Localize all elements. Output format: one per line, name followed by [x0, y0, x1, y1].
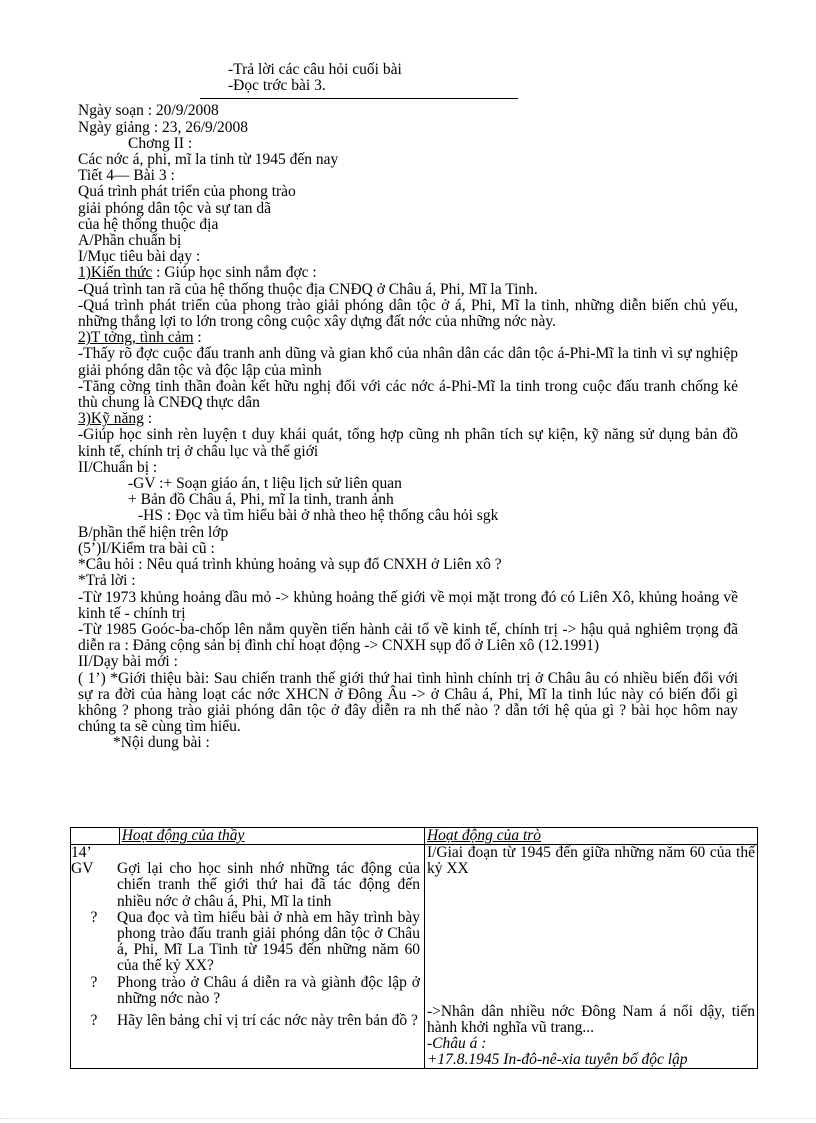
lesson-title-line-1: Quá trình phát triển của phong trào: [78, 184, 296, 201]
question-block-2: [71, 975, 424, 1007]
prep-teacher: -GV :+ Soạn giáo án, t liệu lịch sử liên quan: [128, 476, 402, 493]
knowledge-item-2: -Quá trình phát triển của phong trào giải phóng dân tộc ở á, Phi, Mĩ la tinh, những diễn biến chủ yếu, những thắng lợi to lớn trong công cuộc xây dựng đất nớc của những nớc này.: [78, 296, 738, 331]
question-block-1: [71, 910, 424, 975]
lesson-introduction: ( 1’) *Giới thiệu bài: Sau chiến tranh thế giới thứ hai tình hình chính trị ở Châu âu có nhiều biến đổi với sự ra đời của hàng loạt các nớc XHCN ở Đông Âu -> ở Châu á, Phi, Mĩ la tinh lúc này có biến đổi gì không ? phong trào giải phóng dân tộc ở đây diễn ra nh thế nào ? dẫn tới hệ qủa gì ? bài học hôm nay chúng ta sẽ cùng tìm hiểu.: [78, 669, 738, 736]
old-lesson-check: (5’)I/Kiểm tra bài cũ :: [78, 540, 215, 557]
question-text-3: Hãy lên bảng chỉ vị trí các nớc này trên bản đồ ?: [117, 1012, 418, 1030]
time-value: 14’: [71, 844, 92, 862]
answer-item-1: -Từ 1973 khủng hoảng dầu mỏ -> khủng hoảng thế giới về mọi mặt trong đó có Liên Xô, khủng hoảng về kinh tế - chính trị: [78, 588, 738, 622]
preparation-heading: II/Chuẩn bị :: [78, 459, 158, 476]
header-teacher: Hoạt động của thầy: [119, 828, 424, 845]
student-activity-cell: [424, 845, 757, 1069]
chapter-label: Chơng II :: [128, 135, 193, 152]
knowledge-heading: [78, 265, 738, 281]
student-asia-label: -Châu á :: [426, 1035, 487, 1053]
thought-heading: [78, 330, 738, 346]
thought-item-2: -Tăng cờng tinh thần đoàn kết hữu nghị đối với các nớc á-Phi-Mĩ la tinh trong cuộc đấu tranh chống kẻ thù chung là CNĐQ thực dân: [78, 377, 738, 412]
student-section-heading: I/Giai đoạn từ 1945 đến giữa những năm 60 của thế kỷ XX: [426, 844, 755, 878]
homework-line-1: -Trả lời các câu hỏi cuối bài: [228, 62, 402, 78]
objectives-heading: I/Mục tiêu bài dạy :: [78, 249, 201, 266]
separator-rule: [200, 98, 518, 99]
gv-label: GV: [71, 860, 94, 878]
section-b-execution: B/phần thể hiện trên lớp: [78, 524, 229, 541]
prep-students: -HS : Đọc và tìm hiểu bài ở nhà theo hệ thống câu hỏi sgk: [138, 508, 499, 525]
question-mark-2: ?: [90, 973, 98, 991]
answer-item-2: -Từ 1985 Goóc-ba-chốp lên nắm quyền tiến hành cải tổ về kinh tế, chính trị -> hậu quả nghiêm trọng đã diễn ra : Đảng cộng sản bị đình chỉ hoạt động -> CNXH sụp đổ ở Liên xô (12.1991): [78, 620, 738, 655]
skill-label: 3)Kỹ năng: [78, 411, 144, 428]
check-answer-label: *Trả lời :: [78, 573, 136, 590]
question-mark-1: ?: [90, 908, 98, 926]
document-page: [78, 62, 738, 752]
table-header-blank: [71, 828, 120, 845]
table-row: [71, 845, 758, 1069]
thought-colon: :: [193, 330, 202, 347]
question-mark-3: ?: [90, 1012, 98, 1030]
date-taught: Ngày giảng : 23, 26/9/2008: [78, 119, 249, 136]
lesson-title-line-2: giải phóng dân tộc và sự tan dã: [78, 200, 272, 217]
student-spacer: [427, 878, 755, 1004]
content-heading: *Nội dung bài :: [113, 735, 210, 752]
section-a-preparation: A/Phần chuẩn bị: [78, 233, 182, 250]
student-answer: ->Nhân dân nhiều nớc Đông Nam á nổi dậy, tiến hành khởi nghĩa vũ trang...: [426, 1002, 755, 1036]
new-lesson-heading: II/Dạy bài mới :: [78, 654, 178, 671]
lesson-label: Tiết 4— Bài 3 :: [78, 168, 175, 185]
gv-block: [71, 845, 424, 910]
question-text-1: Qua đọc và tìm hiểu bài ở nhà em hãy trình bày phong trào đấu tranh giải phóng dân tộc ở Châu á, Phi, Mĩ La Tinh từ 1945 đến những năm 60 của thế kỷ XX?: [117, 908, 420, 975]
table-header-row: [71, 828, 758, 845]
lesson-title-line-3: của hệ thống thuộc địa: [78, 216, 219, 233]
question-block-3: [71, 1013, 424, 1029]
time-marker: [71, 845, 117, 910]
knowledge-item-1: -Quá trình tan rã của hệ thống thuộc địa CNĐQ ở Châu á, Phi, Mĩ la Tinh.: [78, 281, 538, 298]
page-bottom-border: [0, 1118, 816, 1119]
skill-colon: :: [143, 411, 153, 428]
skill-item-1: -Giúp học sinh rèn luyện t duy khái quát, tổng hợp cũng nh phân tích sự kiện, kỹ năng sử dụng bản đồ kinh tế, chính trị ở châu lục và thế giới: [78, 426, 738, 460]
activity-table: [70, 827, 758, 1069]
header-student: Hoạt động của trò: [424, 828, 757, 845]
thought-item-1: -Thấy rõ đợc cuộc đấu tranh anh dũng và gian khổ của nhân dân các dân tộc á-Phi-Mĩ la tinh vì sự nghiệp giải phóng dân tộc và độc lập của mình: [78, 345, 738, 379]
check-question: *Câu hỏi : Nêu quá trình khủng hoảng và sụp đổ CNXH ở Liên xô ?: [78, 557, 502, 574]
prep-materials: + Bản đồ Châu á, Phi, mĩ la tinh, tranh ảnh: [128, 492, 394, 509]
gv-text: Gợi lại cho học sinh nhớ những tác động của chiến tranh thế giới thứ hai đã tác động đến nhiều nớc ở châu á, Phi, Mĩ la tinh: [117, 860, 420, 910]
knowledge-intro: : Giúp học sinh nắm đợc :: [152, 265, 317, 282]
homework-line-2: -Đọc trớc bài 3.: [228, 78, 326, 95]
question-text-2: Phong trào ở Châu á diễn ra và giành độc lập ở những nớc nào ?: [117, 973, 420, 1007]
date-prepared: Ngày soạn : 20/9/2008: [78, 103, 219, 120]
teacher-activity-cell: [71, 845, 425, 1069]
knowledge-label: 1)Kiến thức: [78, 265, 153, 282]
chapter-title: Các nớc á, phi, mĩ la tinh từ 1945 đến nay: [78, 152, 339, 169]
skill-heading: [78, 411, 738, 427]
student-indonesia: +17.8.1945 In-đô-nê-xia tuyên bố độc lập: [426, 1051, 688, 1069]
thought-label: 2)T tởng, tình cảm: [78, 330, 194, 347]
